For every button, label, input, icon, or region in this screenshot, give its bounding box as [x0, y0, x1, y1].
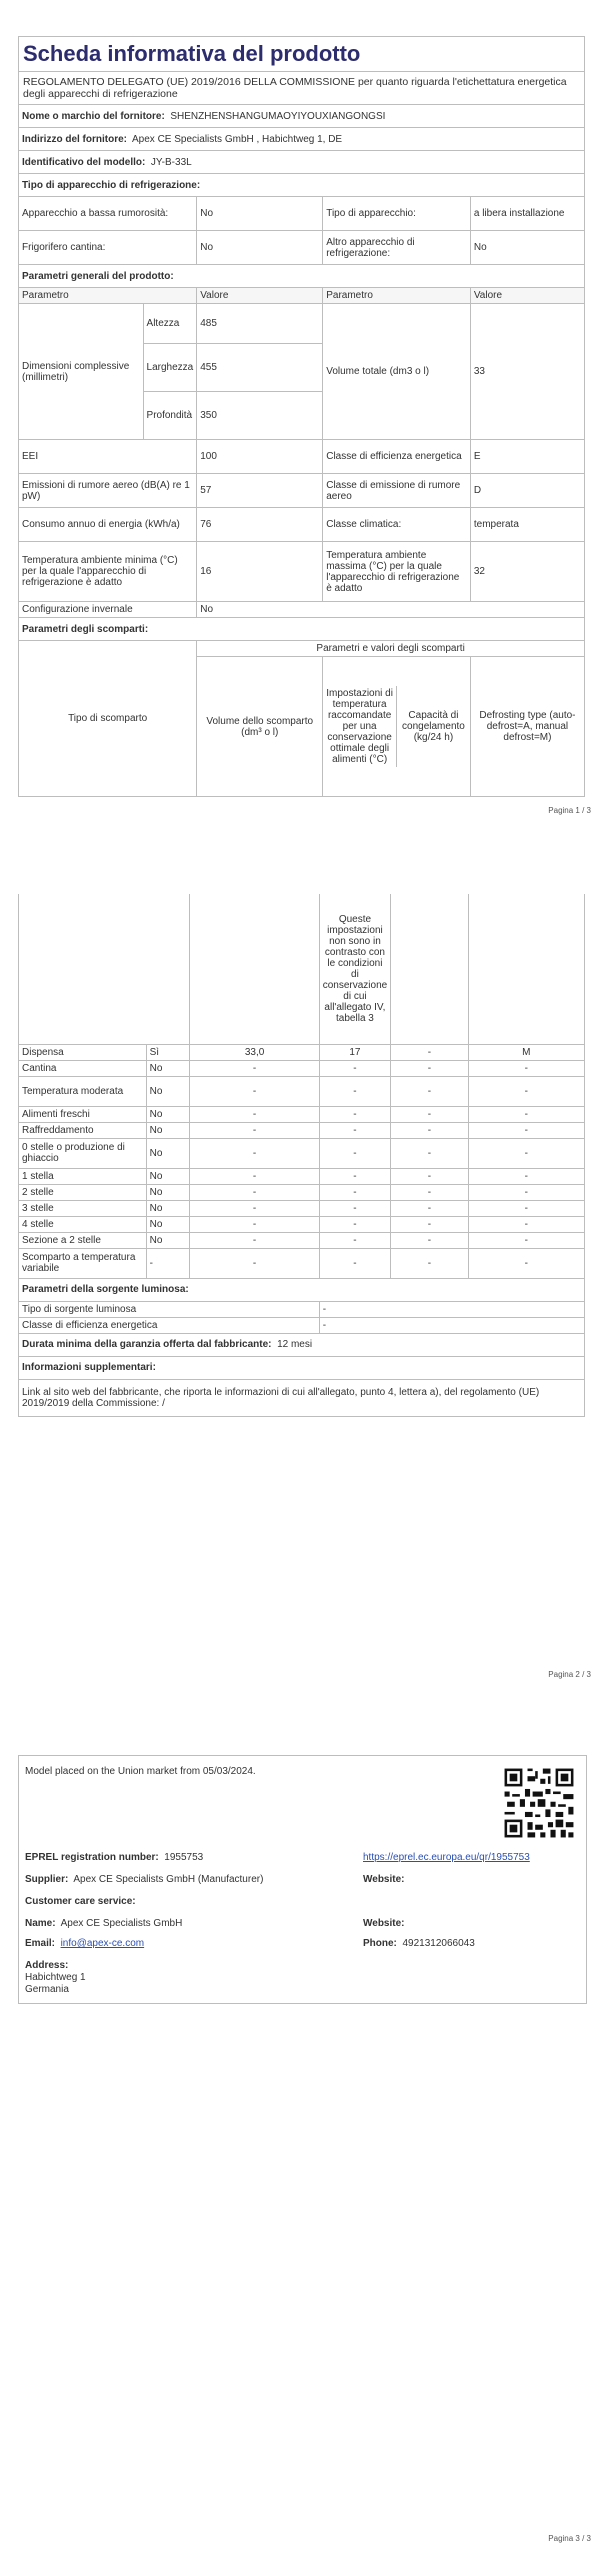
eclass-label: Classe di efficienza energetica [323, 440, 471, 474]
compartment-present: No [146, 1200, 190, 1216]
volume-label: Volume totale (dm3 o l) [323, 304, 471, 440]
other-label: Altro apparecchio di refrigerazione: [323, 231, 471, 265]
compartment-row [19, 1200, 585, 1216]
climate-label: Classe climatica: [323, 508, 471, 542]
compartment-name: 3 stelle [19, 1200, 147, 1216]
compartment-defrost: - [468, 1184, 584, 1200]
compartment-name: Cantina [19, 1060, 147, 1076]
model-id: JY-B-33L [150, 156, 192, 168]
compartment-present: No [146, 1138, 190, 1168]
extra-text: Link al sito web del fabbricante, che riporta le informazioni di cui all'allegato, punto 4, lettera a), del regolamento (UE) 2019/2019 della Commissione: / [19, 1379, 585, 1416]
compartment-volume: - [190, 1168, 319, 1184]
width-value: 455 [197, 344, 323, 392]
compartment-present: No [146, 1232, 190, 1248]
wine-label: Frigorifero cantina: [19, 231, 197, 265]
compartment-volume: - [190, 1076, 319, 1106]
page-2 [0, 826, 603, 1692]
compartment-freeze: - [391, 1168, 469, 1184]
eei-label: EEI [19, 440, 197, 474]
compartment-defrost: - [468, 1106, 584, 1122]
address-label: Address: [25, 1960, 69, 1971]
compartment-defrost: - [468, 1248, 584, 1278]
compartment-present: No [146, 1216, 190, 1232]
compartment-temp: - [319, 1060, 390, 1076]
compartment-defrost: - [468, 1122, 584, 1138]
compartment-defrost: - [468, 1200, 584, 1216]
compartment-freeze: - [391, 1216, 469, 1232]
supplier-label: Supplier: [25, 1874, 69, 1885]
comp-temp-label: Impostazioni di temperatura raccomandate per una conservazione ottimale degli alimenti (°C) [323, 686, 396, 767]
volume-value: 33 [470, 304, 584, 440]
compartment-present: Sì [146, 1044, 190, 1060]
consumption-value: 76 [197, 508, 323, 542]
comp-params-label: Parametri e valori degli scomparti [197, 641, 585, 657]
compartment-volume: - [190, 1216, 319, 1232]
eprel-label: EPREL registration number: [25, 1852, 159, 1863]
compartment-freeze: - [391, 1248, 469, 1278]
compartment-temp: - [319, 1106, 390, 1122]
compartment-volume: - [190, 1122, 319, 1138]
compartment-volume: - [190, 1106, 319, 1122]
noise-value: 57 [197, 474, 323, 508]
model-label: Identificativo del modello: [22, 156, 146, 168]
compartment-volume: - [190, 1138, 319, 1168]
compartment-volume: - [190, 1060, 319, 1076]
height-value: 485 [197, 304, 323, 344]
comp-defrost-label: Defrosting type (auto-defrost=A, manual defrost=M) [470, 657, 584, 797]
compartment-freeze: - [391, 1076, 469, 1106]
placed-text: Model placed on the Union market from 05/03/2024. [25, 1766, 256, 1777]
compartment-defrost: M [468, 1044, 584, 1060]
compartment-present: No [146, 1168, 190, 1184]
compartment-name: Scomparto a temperatura variabile [19, 1248, 147, 1278]
general-section: Parametri generali del prodotto: [19, 265, 585, 288]
compartment-freeze: - [391, 1106, 469, 1122]
care-label: Customer care service: [25, 1896, 136, 1907]
other-value: No [470, 231, 584, 265]
compartment-temp: - [319, 1168, 390, 1184]
supplier-name-label: Nome o marchio del fornitore: [22, 110, 165, 122]
compartment-row [19, 1138, 585, 1168]
light-class-label: Classe di efficienza energetica [19, 1317, 320, 1333]
email-label: Email: [25, 1938, 56, 1949]
compartment-defrost: - [468, 1216, 584, 1232]
tmax-label: Temperatura ambiente massima (°C) per la quale l'apparecchio di refrigerazione è adatto [323, 542, 471, 602]
page-title: Scheda informativa del prodotto [19, 37, 585, 72]
eprel-link[interactable]: https://eprel.ec.europa.eu/qr/1955753 [363, 1852, 530, 1863]
eclass-value: E [470, 440, 584, 474]
comp-temp-label-cont: Queste impostazioni non sono in contrasto con le condizioni di conservazione di cui all'allegato IV, tabella 3 [319, 894, 390, 1044]
type-section: Tipo di apparecchio di refrigerazione: [19, 174, 585, 197]
depth-label: Profondità [143, 392, 197, 440]
compartment-freeze: - [391, 1138, 469, 1168]
compartment-row [19, 1044, 585, 1060]
winter-value: No [197, 602, 585, 618]
compartment-present: No [146, 1122, 190, 1138]
comp-vol-label: Volume dello scomparto (dm³ o l) [197, 657, 323, 797]
compartment-temp: - [319, 1200, 390, 1216]
wine-value: No [197, 231, 323, 265]
width-label: Larghezza [143, 344, 197, 392]
compartment-volume: - [190, 1248, 319, 1278]
comp-freeze-label: Capacità di congelamento (kg/24 h) [402, 710, 465, 743]
compartment-row [19, 1248, 585, 1278]
compartment-temp: - [319, 1184, 390, 1200]
compartment-volume: - [190, 1200, 319, 1216]
compartment-temp: - [319, 1076, 390, 1106]
noise-label: Emissioni di rumore aereo (dB(A) re 1 pW) [19, 474, 197, 508]
warranty-label: Durata minima della garanzia offerta dal fabbricante: [22, 1339, 272, 1350]
comp-section: Parametri degli scomparti: [19, 618, 585, 641]
compartment-freeze: - [391, 1060, 469, 1076]
dims-label: Dimensioni complessive (millimetri) [19, 304, 144, 440]
compartments-table [18, 894, 585, 1417]
compartment-name: Sezione a 2 stelle [19, 1232, 147, 1248]
compartment-present: No [146, 1060, 190, 1076]
col-value: Valore [197, 288, 323, 304]
light-type-label: Tipo di sorgente luminosa [19, 1301, 320, 1317]
compartment-temp: 17 [319, 1044, 390, 1060]
light-type-value: - [319, 1301, 584, 1317]
compartment-name: Alimenti freschi [19, 1106, 147, 1122]
tmin-label: Temperatura ambiente minima (°C) per la quale l'apparecchio di refrigerazione è adatto [19, 542, 197, 602]
low-noise-label: Apparecchio a bassa rumorosità: [19, 197, 197, 231]
compartment-present: No [146, 1184, 190, 1200]
comp-type-label: Tipo di scomparto [19, 641, 197, 797]
depth-value: 350 [197, 392, 323, 440]
compartment-defrost: - [468, 1138, 584, 1168]
compartment-volume: - [190, 1232, 319, 1248]
compartment-temp: - [319, 1248, 390, 1278]
compartment-row [19, 1232, 585, 1248]
compartment-temp: - [319, 1138, 390, 1168]
compartment-present: No [146, 1106, 190, 1122]
light-class-value: - [319, 1317, 584, 1333]
compartment-defrost: - [468, 1232, 584, 1248]
col-param-2: Parametro [323, 288, 471, 304]
compartment-row [19, 1076, 585, 1106]
noise-class-label: Classe di emissione di rumore aereo [323, 474, 471, 508]
eei-value: 100 [197, 440, 323, 474]
phone-value: 4921312066043 [402, 1938, 475, 1949]
email-link[interactable]: info@apex-ce.com [60, 1938, 145, 1949]
compartment-volume: - [190, 1184, 319, 1200]
eprel-value: 1955753 [164, 1852, 204, 1863]
phone-label: Phone: [363, 1938, 397, 1949]
compartment-volume: 33,0 [190, 1044, 319, 1060]
compartment-freeze: - [391, 1200, 469, 1216]
col-value-2: Valore [470, 288, 584, 304]
compartment-present: No [146, 1076, 190, 1106]
compartment-freeze: - [391, 1232, 469, 1248]
compartment-defrost: - [468, 1076, 584, 1106]
app-type-label: Tipo di apparecchio: [323, 197, 471, 231]
light-section: Parametri della sorgente luminosa: [19, 1278, 585, 1301]
compartment-row [19, 1168, 585, 1184]
compartment-name: Dispensa [19, 1044, 147, 1060]
compartment-temp: - [319, 1216, 390, 1232]
supplier-name: SHENZHENSHANGUMAOYIYOUXIANGONGSI [170, 110, 386, 122]
compartment-name: 2 stelle [19, 1184, 147, 1200]
supplier-value: Apex CE Specialists GmbH (Manufacturer) [73, 1874, 264, 1885]
winter-label: Configurazione invernale [19, 602, 197, 618]
address-line-1: Habichtweg 1 [25, 1972, 86, 1983]
compartment-freeze: - [391, 1122, 469, 1138]
height-label: Altezza [143, 304, 197, 344]
compartment-freeze: - [391, 1044, 469, 1060]
low-noise-value: No [197, 197, 323, 231]
compartment-row [19, 1060, 585, 1076]
website-label: Website: [363, 1874, 405, 1885]
supplier-address: Apex CE Specialists GmbH , Habichtweg 1, DE [132, 133, 343, 145]
extra-section: Informazioni supplementari: [19, 1356, 585, 1379]
compartment-name: Raffreddamento [19, 1122, 147, 1138]
qr-code-icon [502, 1766, 576, 1840]
name-label: Name: [25, 1918, 56, 1929]
climate-value: temperata [470, 508, 584, 542]
compartment-defrost: - [468, 1168, 584, 1184]
compartment-defrost: - [468, 1060, 584, 1076]
compartment-temp: - [319, 1232, 390, 1248]
compartment-name: 1 stella [19, 1168, 147, 1184]
supplier-address-label: Indirizzo del fornitore: [22, 133, 127, 145]
compartment-present: - [146, 1248, 190, 1278]
tmax-value: 32 [470, 542, 584, 602]
compartment-row [19, 1106, 585, 1122]
website2-label: Website: [363, 1918, 405, 1929]
page-3 [0, 1692, 603, 2560]
page-number-2: Pagina 2 / 3 [548, 1670, 591, 1679]
product-info-table [18, 36, 585, 797]
warranty-value: 12 mesi [277, 1339, 313, 1350]
compartment-row [19, 1184, 585, 1200]
tmin-value: 16 [197, 542, 323, 602]
compartment-name: 4 stelle [19, 1216, 147, 1232]
address-line-2: Germania [25, 1984, 69, 1995]
col-param: Parametro [19, 288, 197, 304]
app-type-value: a libera installazione [470, 197, 584, 231]
compartment-temp: - [319, 1122, 390, 1138]
compartment-name: Temperatura moderata [19, 1076, 147, 1106]
compartment-row [19, 1216, 585, 1232]
regulation-text: REGOLAMENTO DELEGATO (UE) 2019/2016 DELLA COMMISSIONE per quanto riguarda l'etichettatura energetica degli apparecchi di refrigerazione [19, 72, 585, 105]
noise-class-value: D [470, 474, 584, 508]
page-number-3: Pagina 3 / 3 [548, 2534, 591, 2543]
compartment-freeze: - [391, 1184, 469, 1200]
compartment-row [19, 1122, 585, 1138]
consumption-label: Consumo annuo di energia (kWh/a) [19, 508, 197, 542]
page-number-1: Pagina 1 / 3 [548, 806, 591, 815]
eprel-box [18, 1755, 587, 2004]
name-value: Apex CE Specialists GmbH [60, 1918, 183, 1929]
page-1 [0, 0, 603, 826]
compartment-name: 0 stelle o produzione di ghiaccio [19, 1138, 147, 1168]
